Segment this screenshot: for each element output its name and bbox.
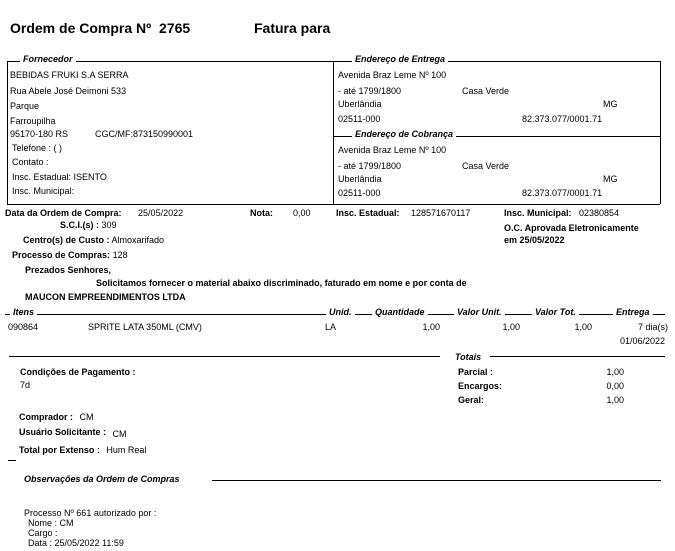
delivery-section-label: Endereço de Entrega [352, 54, 448, 64]
total-in-words-value: Hum Real [106, 445, 147, 455]
supplier-state-reg: Insc. Estadual: ISENTO [12, 172, 107, 182]
purchase-process [12, 250, 128, 260]
billing-cnpj: 82.373.077/0001.71 [522, 188, 603, 198]
greeting: Prezados Senhores, [25, 265, 112, 275]
city-reg-label: Insc. Municipal: [504, 208, 572, 218]
billing-street: Avenida Braz Leme Nº 100 [338, 145, 447, 155]
charges-value: 0,00 [606, 381, 624, 391]
partial-value: 1,00 [606, 367, 624, 377]
total-in-words-label: Total por Extenso : [19, 445, 100, 455]
city-reg-value: 02380854 [579, 208, 620, 218]
order-title [10, 20, 190, 36]
billing-district: Casa Verde [462, 161, 510, 171]
requester-label: Usuário Solicitante : [19, 427, 107, 437]
supplier-district: Parque [10, 101, 40, 111]
cost-center [23, 235, 164, 245]
observation-line2: Nome : CM [28, 518, 74, 528]
approval-line1: O.C. Aprovada Eletronicamente [504, 223, 639, 233]
supplier-cep-state: 95170-180 RS [10, 129, 69, 139]
billing-section-label: Endereço de Cobrança [352, 129, 456, 139]
delivery-cep: 02511-000 [338, 114, 381, 124]
item-delivery-date: 01/06/2022 [619, 336, 665, 346]
charges-label: Encargos: [458, 381, 503, 391]
order-title-label: Ordem de Compra Nº [10, 20, 152, 36]
billing-state: MG [603, 174, 618, 184]
item-unit-value: 1,00 [502, 322, 520, 332]
total-value-header: Valor Tot. [532, 307, 579, 317]
billing-cep: 02511-000 [338, 188, 381, 198]
buyer [19, 412, 94, 422]
sci [60, 220, 117, 230]
items-header: Itens [10, 307, 37, 317]
delivery-range: - até 1799/1800 [338, 86, 402, 96]
company-name: MAUCON EMPREENDIMENTOS LTDA [25, 292, 186, 302]
sci-value: 309 [101, 220, 117, 230]
billing-city: Uberlândia [338, 174, 382, 184]
item-description: SPRITE LATA 350ML (CMV) [88, 322, 202, 332]
supplier-name: BEBIDAS FRUKI S.A SERRA [10, 70, 129, 80]
supplier-city: Farroupilha [10, 116, 56, 126]
buyer-value: CM [79, 412, 94, 422]
qty-header: Quantidade [372, 307, 428, 317]
item-delivery-days: 7 dia(s) [637, 322, 668, 332]
observations-label: Observações da Ordem de Compras [24, 474, 180, 484]
order-date [5, 208, 183, 218]
supplier-section-label: Fornecedor [20, 54, 76, 64]
nota-value: 0,00 [293, 208, 311, 218]
item-total-value: 1,00 [574, 322, 592, 332]
delivery-state: MG [603, 99, 618, 109]
unit-header: Unid. [326, 307, 355, 317]
unit-value-header: Valor Unit. [454, 307, 505, 317]
observation-line4: Data : 25/05/2022 11:59 [28, 538, 124, 548]
requester [19, 427, 127, 437]
message-body: Solicitamos fornecer o material abaixo discriminado, faturado em nome e por conta de [96, 278, 467, 288]
supplier-street: Rua Abele José Deimoni 533 [10, 86, 127, 96]
nota-label: Nota: [250, 208, 273, 218]
cost-center-value: Almoxarifado [111, 235, 165, 245]
observation-line1: Processo Nº 661 autorizado por : [24, 508, 157, 518]
general-label: Geral: [458, 395, 485, 405]
purchase-process-value: 128 [112, 250, 128, 260]
billing-range: - até 1799/1800 [338, 161, 402, 171]
purchase-process-label: Processo de Compras: [12, 250, 111, 260]
item-unit: LA [325, 322, 337, 332]
item-code: 090864 [8, 322, 39, 332]
supplier-contact: Contato : [12, 157, 49, 167]
order-number: 2765 [159, 20, 191, 36]
supplier-cgc: CGC/MF:873150990001 [95, 129, 194, 139]
sci-label: S.C.I.(s) : [60, 220, 100, 230]
partial-label: Parcial : [458, 367, 494, 377]
total-in-words [19, 445, 146, 455]
order-date-value: 25/05/2022 [138, 208, 184, 218]
delivery-street: Avenida Braz Leme Nº 100 [338, 70, 447, 80]
observation-line3: Cargo : [28, 528, 58, 538]
delivery-cnpj: 82.373.077/0001.71 [522, 114, 603, 124]
general-value: 1,00 [606, 395, 624, 405]
totals-label: Totais [455, 352, 482, 362]
requester-value: CM [112, 429, 127, 439]
delivery-city: Uberlândia [338, 99, 382, 109]
payment-label: Condições de Pagamento : [20, 367, 136, 377]
delivery-district: Casa Verde [462, 86, 510, 96]
payment-value: 7d [20, 380, 31, 390]
state-reg-label: Insc. Estadual: [336, 208, 400, 218]
item-qty: 1,00 [422, 322, 440, 332]
order-date-label: Data da Ordem de Compra: [5, 208, 122, 218]
buyer-label: Comprador : [19, 412, 73, 422]
supplier-city-reg: Insc. Municipal: [12, 186, 75, 196]
supplier-phone: Telefone : ( ) [12, 143, 63, 153]
delivery-header: Entrega [613, 307, 653, 317]
invoice-to-title: Fatura para [254, 20, 331, 36]
cost-center-label: Centro(s) de Custo : [23, 235, 110, 245]
state-reg-value: 128571670117 [411, 208, 471, 218]
approval-line2: em 25/05/2022 [504, 235, 565, 245]
